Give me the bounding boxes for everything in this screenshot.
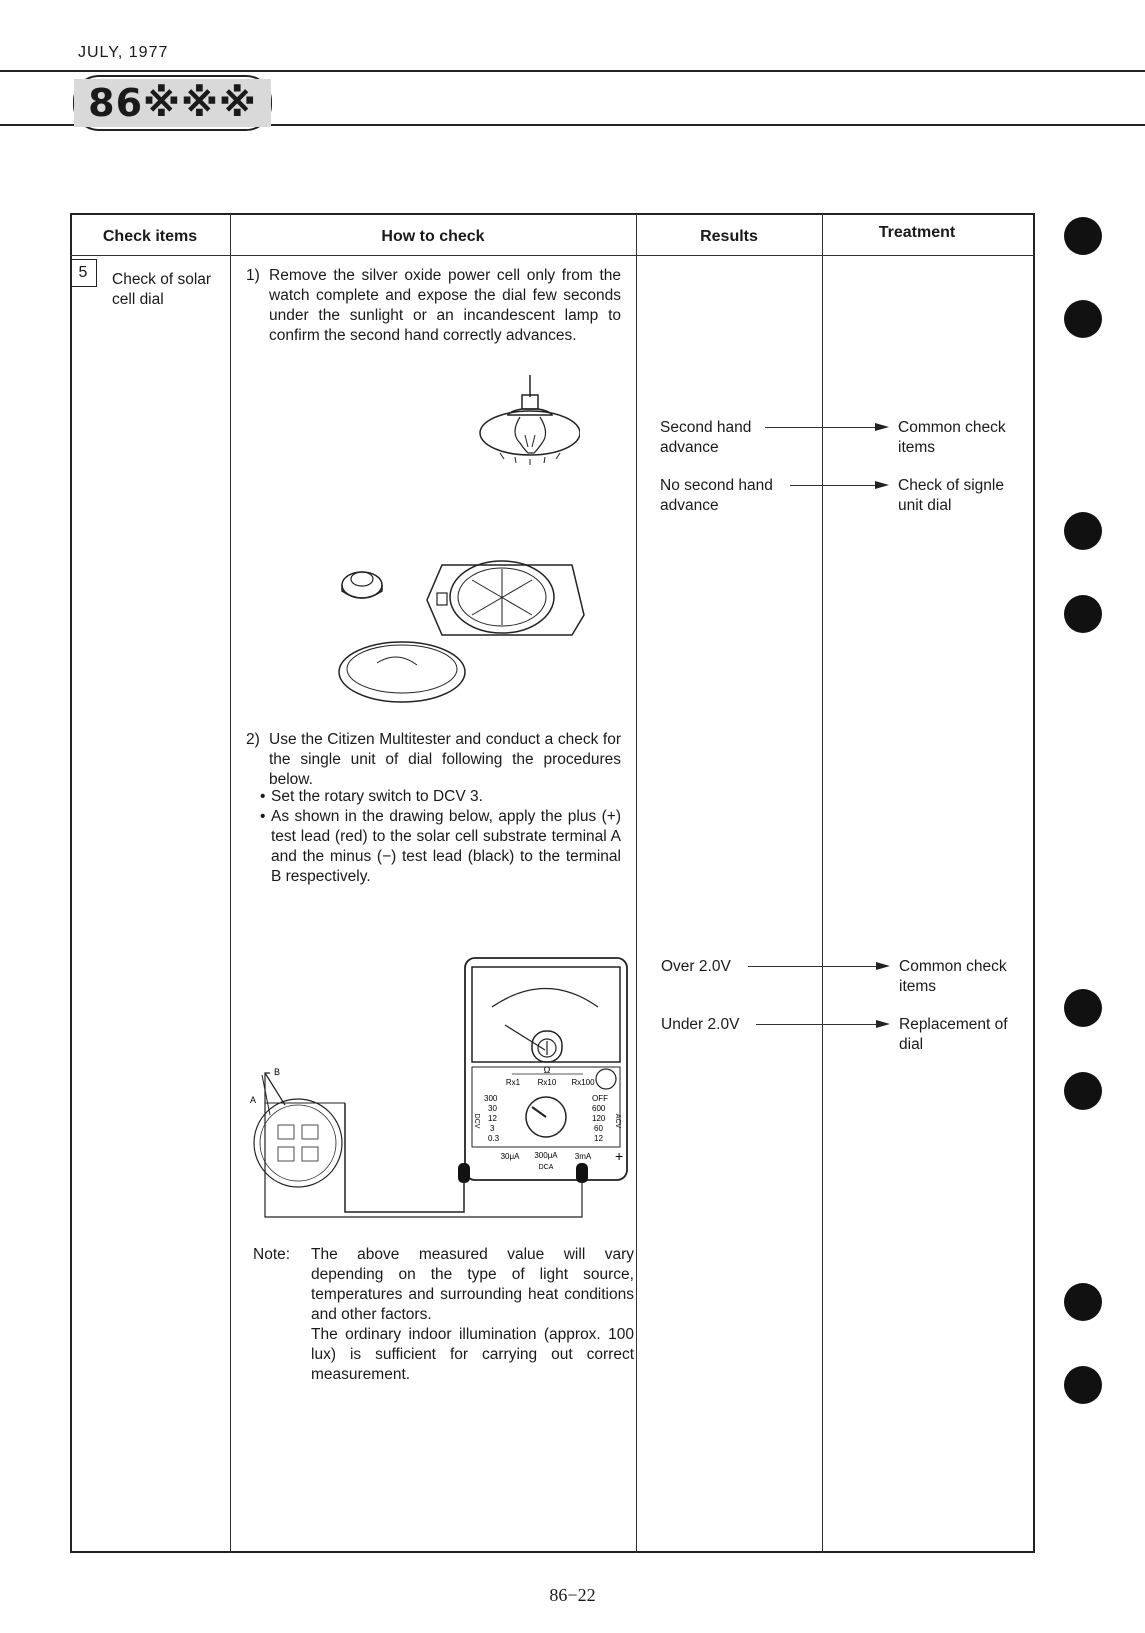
- result-arrow: [748, 966, 876, 967]
- binder-hole: [1064, 1072, 1102, 1110]
- arrow-head-icon: [875, 481, 889, 489]
- column-divider: [822, 213, 823, 1553]
- terminal-a-label: A: [250, 1095, 257, 1105]
- treatment-3: Common check items: [899, 958, 1007, 995]
- step2-bullet-2: As shown in the drawing below, apply the plus (+) test lead (red) to the solar cell substrate terminal A and the minus (−) test lead (black) to the terminal B respectively.: [271, 808, 621, 885]
- dca-range-label: 3mA: [574, 1152, 592, 1161]
- treatment-2: Check of signle unit dial: [898, 477, 1004, 514]
- column-divider: [636, 213, 637, 1553]
- column-header-treatment: Treatment: [878, 224, 956, 241]
- treatment-1: Common check items: [898, 419, 1006, 456]
- ohm-range-label: Rx1: [505, 1078, 521, 1087]
- result-arrow: [756, 1024, 876, 1025]
- dcv-range-label: 300: [484, 1094, 498, 1103]
- result-arrow: [790, 485, 875, 486]
- lamp-illustration: [470, 375, 580, 475]
- result-arrow: [765, 427, 875, 428]
- binder-hole: [1064, 217, 1102, 255]
- terminal-b-label: B: [274, 1067, 281, 1077]
- note-text-1: The above measured value will vary depending on the type of light source, temperatures and surrounding heat conditions and other factors.: [311, 1246, 634, 1323]
- bullet-dot: •: [260, 808, 266, 825]
- treatment-4: Replacement of dial: [899, 1016, 1008, 1053]
- binder-hole: [1064, 595, 1102, 633]
- result-3: Over 2.0V: [661, 958, 731, 975]
- step1-number: 1): [246, 267, 260, 284]
- bullet-dot: •: [260, 788, 266, 805]
- column-header-how-to-check: How to check: [381, 228, 485, 245]
- document-date: JULY, 1977: [78, 44, 169, 61]
- header-rule-top: [0, 70, 1145, 72]
- step2-bullet-1: Set the rotary switch to DCV 3.: [271, 788, 483, 805]
- acv-range-label: 120: [592, 1114, 606, 1123]
- dcv-range-label: 30: [488, 1104, 497, 1113]
- note-text-2: The ordinary indoor illumination (approx. 100 lux) is sufficient for carrying out correct measurement.: [311, 1326, 634, 1383]
- binder-hole: [1064, 1283, 1102, 1321]
- step2-number: 2): [246, 731, 260, 748]
- binder-hole: [1064, 300, 1102, 338]
- step2-text: Use the Citizen Multitester and conduct a check for the single unit of dial following the procedures below.: [269, 731, 621, 788]
- row-number: 5: [70, 259, 97, 287]
- acv-range-label: 600: [592, 1104, 606, 1113]
- arrow-head-icon: [876, 1020, 890, 1028]
- column-header-check-items: Check items: [102, 228, 198, 245]
- acv-range-label: 12: [594, 1134, 603, 1143]
- header-row-rule: [70, 255, 1035, 256]
- result-2: No second hand advance: [660, 477, 773, 514]
- watch-disassembly-illustration: [322, 555, 612, 715]
- ohm-range-label: Rx10: [537, 1078, 557, 1087]
- arrow-head-icon: [876, 962, 890, 970]
- model-badge: [73, 75, 272, 131]
- check-item-label: Check of solar cell dial: [112, 271, 212, 308]
- binder-hole: [1064, 512, 1102, 550]
- binder-hole: [1064, 1366, 1102, 1404]
- acv-range-label: 60: [594, 1124, 603, 1133]
- dca-range-label: 30μA: [500, 1152, 520, 1161]
- dcv-range-label: 12: [488, 1114, 497, 1123]
- column-header-results: Results: [700, 228, 758, 245]
- dca-range-label: 300μA: [534, 1151, 558, 1160]
- acv-range-label: OFF: [592, 1094, 608, 1103]
- plus-terminal-sign: +: [615, 1148, 624, 1164]
- note-label: Note:: [253, 1246, 291, 1263]
- dcv-range-label: 0.3: [488, 1134, 500, 1143]
- ohm-range-label: Rx100: [571, 1078, 595, 1087]
- binder-hole: [1064, 989, 1102, 1027]
- arrow-head-icon: [875, 423, 889, 431]
- acv-axis-label: ACV: [614, 1113, 621, 1129]
- page-number: 86−22: [549, 1585, 596, 1605]
- multitester-illustration: [250, 955, 630, 1230]
- dca-axis-label: DCA: [538, 1164, 554, 1171]
- result-4: Under 2.0V: [661, 1016, 740, 1033]
- dcv-axis-label: DCV: [473, 1113, 480, 1129]
- model-number: 86※※※: [74, 79, 271, 127]
- dcv-range-label: 3: [490, 1124, 495, 1133]
- result-1: Second hand advance: [660, 419, 752, 456]
- ohm-symbol: Ω: [543, 1065, 551, 1075]
- column-divider: [230, 213, 231, 1553]
- step1-text: Remove the silver oxide power cell only from the watch complete and expose the dial few seconds under the sunlight or an incandescent lamp to confirm the second hand correctly advances.: [269, 267, 621, 344]
